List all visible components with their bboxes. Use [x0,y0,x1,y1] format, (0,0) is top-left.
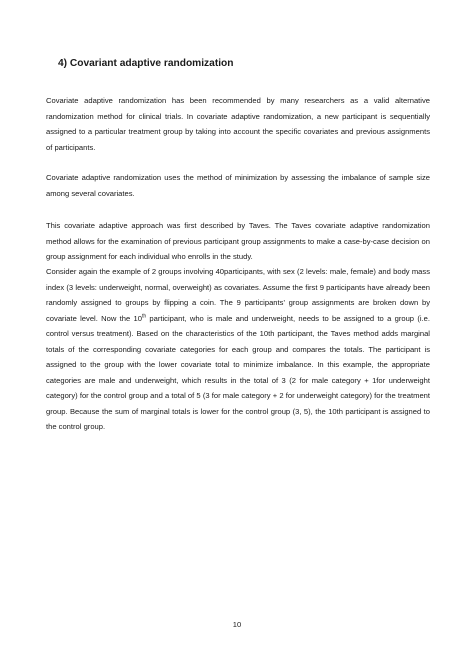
paragraph-4-text-b: participant, who is male and underweight, needs to be assigned to a group (i.e. control versus treatment). Based on the characteristics of the 10th participant, the Taves method adds marginal totals of the corresponding covariate categories for each group and compares the totals. The participant is assigned to the group with the lower covariate total to minimize imbalance. In this example, the appropriate categories are male and underweight, which results in the total of 3 (2 for male category + 1for underweight category) for the control group and a total of 5 (3 for male category + 2 for underweight category) for the treatment group. Because the sum of marginal totals is lower for the control group (3, 5), the 10th participant is assigned to the control group. [46,313,430,431]
section-heading: 4) Covariant adaptive randomization [58,58,234,69]
paragraph-2-text: Covariate adaptive randomization uses the method of minimization by assessing the imbalance of sample size among several covariates. [46,173,430,198]
ordinal-superscript: th [141,312,147,319]
paragraph-2 [46,170,430,201]
page-number: 10 [232,620,242,629]
paragraph-4 [46,264,430,435]
paragraph-1 [46,93,430,155]
paragraph-1-text: Covariate adaptive randomization has been recommended by many researchers as a valid alternative randomization method for clinical trials. In covariate adaptive randomization, a new participant is sequentially assigned to a particular treatment group by taking into account the specific covariates and previous assignments of participants. [46,96,430,152]
paragraph-4-text-a: Consider again the example of 2 groups involving 40participants, with sex (2 levels: male, female) and body mass index (3 levels: underweight, normal, overweight) as covariates. Assume the first 9 participants have already been randomly assigned to groups by flipping a coin. The 9 participants’ group assignments are broken down by covariate level. Now the 10 [46,267,430,323]
paragraph-3 [46,218,430,265]
paragraph-3-text: This covariate adaptive approach was first described by Taves. The Taves covariate adaptive randomization method allows for the examination of previous participant group assignments to make a case-by-case decision on group assignment for each individual who enrolls in the study. [46,221,430,261]
